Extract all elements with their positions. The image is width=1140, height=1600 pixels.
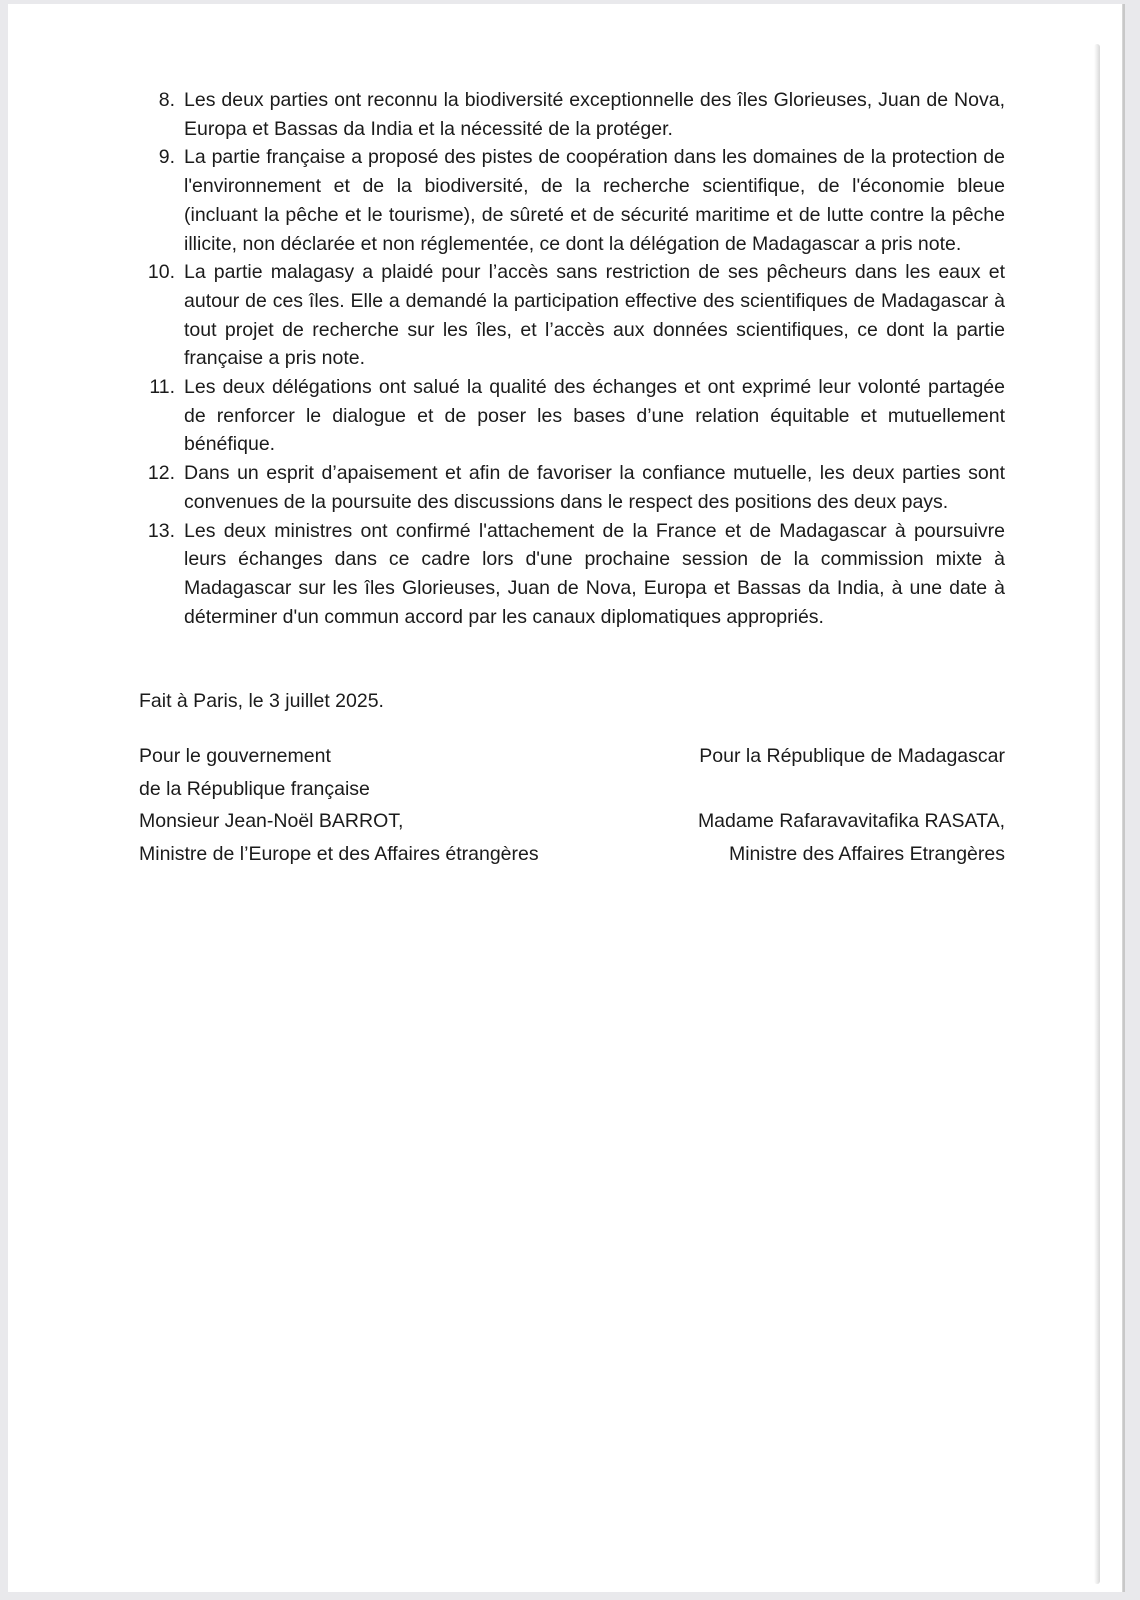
list-item-9 [139,143,1005,258]
item-text: Les deux ministres ont confirmé l'attachement de la France et de Madagascar à poursuivre leurs échanges dans ce cadre lors d'une prochaine session de la commission mixte à Madagascar sur les îles Glorieuses, Juan de Nova, Europa et Bassas da India, à une date à déterminer d'un commun accord par les canaux diplomatiques appropriés. [184,519,1005,628]
signature-france-name: Monsieur Jean-Noël BARROT, [139,810,404,833]
item-text: Les deux parties ont reconnu la biodiversité exceptionnelle des îles Glorieuses, Juan de Nova, Europa et Bassas da India et la nécessité de la protéger. [184,89,1005,140]
numbered-list [139,86,1005,631]
list-item-10 [139,258,1005,373]
signature-block [139,740,1005,870]
signature-spacer [698,773,1005,806]
document-body [139,86,1005,870]
list-item-12 [139,459,1005,516]
signature-madagascar-name: Madame Rafaravavitafika RASATA, [697,810,1005,833]
item-number: 8. [158,89,175,111]
place-and-date: Fait à Paris, le 3 juillet 2025. [139,690,384,713]
page-edge-shadow [1094,44,1100,1584]
signature-france-line2: de la République française [139,777,370,800]
list-item-13 [139,517,1005,632]
item-text: La partie malagasy a plaidé pour l’accès sans restriction de ses pêcheurs dans les eaux et autour de ces îles. Elle a demandé la participation effective des scientifiques de Madagascar à tout projet de recherche sur les îles, et l’accès aux données scientifiques, ce dont la partie française a pris note. [184,261,1005,370]
item-text: Dans un esprit d’apaisement et afin de favoriser la confiance mutuelle, les deux parties sont convenues de la poursuite des discussions dans le respect des positions des deux pays. [184,462,1005,513]
signature-madagascar-title: Ministre des Affaires Etrangères [728,842,1005,865]
item-number: 10. [147,261,175,284]
item-text: La partie française a proposé des pistes de coopération dans les domaines de la protection de l'environnement et de la biodiversité, de la recherche scientifique, de l'économie bleue (incluant la pêche et le tourisme), de sûreté et de sécurité maritime et de lutte contre la pêche illicite, non déclarée et non réglementée, ce dont la délégation de Madagascar a pris note. [184,146,1005,255]
item-number: 9. [158,146,175,169]
signature-france-line1: Pour le gouvernement [139,745,331,768]
item-number: 12. [147,462,175,485]
list-item-11 [139,373,1005,459]
signature-france-title: Ministre de l’Europe et des Affaires étrangères [139,842,539,865]
item-number: 13. [147,519,175,542]
signature-france [139,740,539,870]
item-number: 11. [149,376,175,399]
signature-madagascar-line1: Pour la République de Madagascar [699,745,1005,768]
list-item-8 [139,86,1005,143]
item-text: Les deux délégations ont salué la qualité des échanges et ont exprimé leur volonté partagée de renforcer le dialogue et de poser les bases d’une relation équitable et mutuellement bénéfique. [184,376,1005,456]
signature-madagascar [698,740,1005,870]
document-page [8,4,1122,1592]
